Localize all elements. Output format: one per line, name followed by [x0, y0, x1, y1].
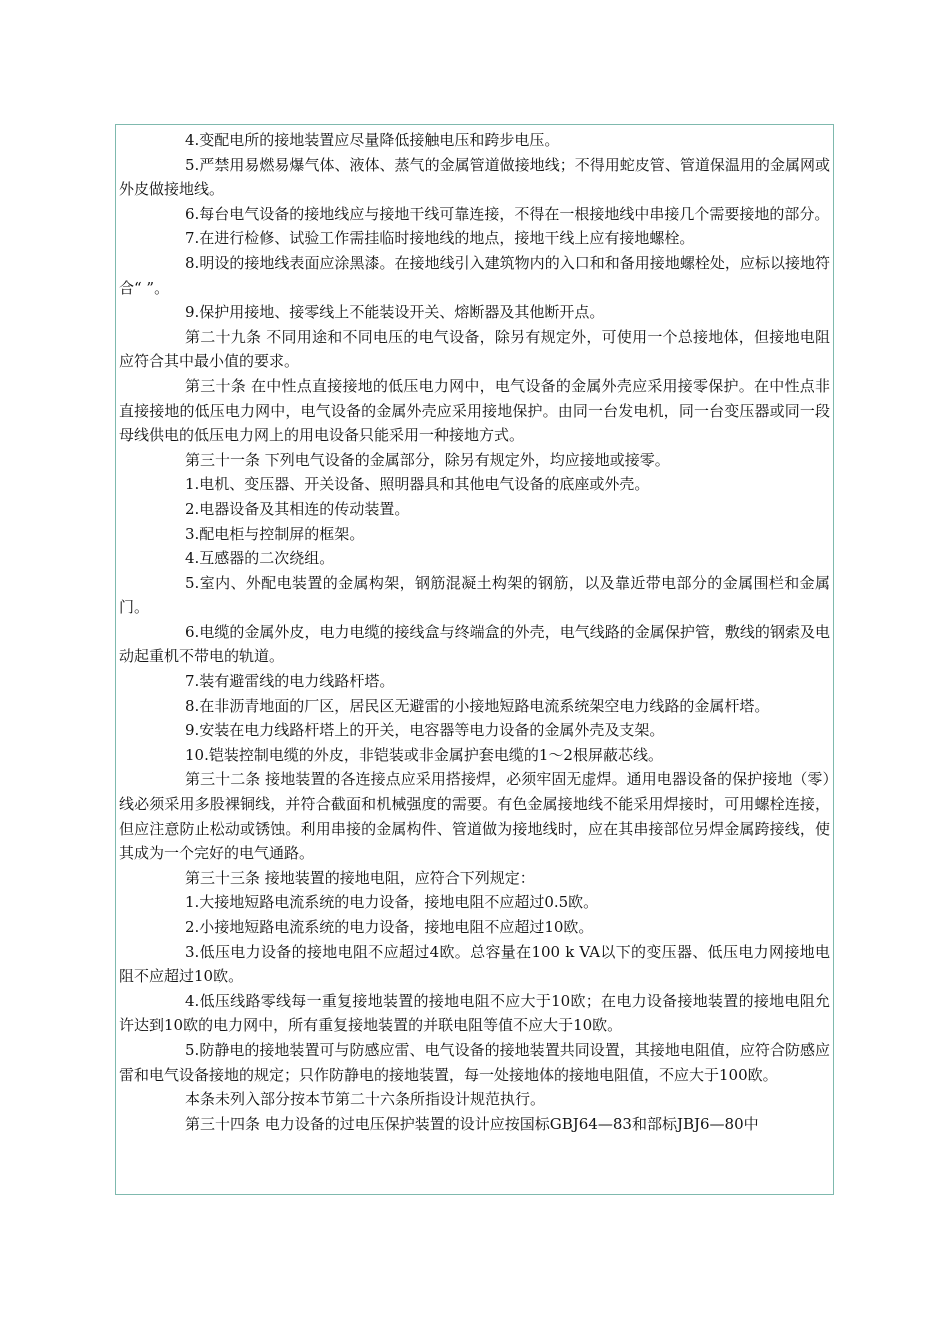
article-33-paragraph: 第三十三条 接地装置的接地电阻，应符合下列规定：	[185, 868, 535, 887]
article-29-paragraph: 第二十九条 不同用途和不同电压的电气设备，除另有规定外，可使用一个总接地体，但接地电阻应符合其中最小值的要求。	[119, 327, 830, 371]
paragraph: 7.装有避雷线的电力线路杆塔。	[185, 672, 395, 691]
paragraph: 1.大接地短路电流系统的电力设备，接地电阻不应超过0.5欧。	[185, 893, 599, 912]
paragraph: 5.严禁用易燃易爆气体、液体、蒸气的金属管道做接地线；不得用蛇皮管、管道保温用的金属网或外皮做接地线。	[119, 155, 830, 199]
article-31-paragraph: 第三十一条 下列电气设备的金属部分，除另有规定外，均应接地或接零。	[185, 450, 670, 469]
paragraph: 9.保护用接地、接零线上不能装设开关、熔断器及其他断开点。	[185, 303, 605, 322]
paragraph: 4.低压线路零线每一重复接地装置的接地电阻不应大于10欧；在电力设备接地装置的接地电阻允许达到10欧的电力网中，所有重复接地装置的并联电阻等值不应大于10欧。	[119, 991, 830, 1035]
paragraph: 9.安装在电力线路杆塔上的开关，电容器等电力设备的金属外壳及支架。	[185, 721, 665, 740]
paragraph: 6.每台电气设备的接地线应与接地干线可靠连接，不得在一根接地线中串接几个需要接地的部分。	[185, 204, 830, 223]
paragraph: 6.电缆的金属外皮，电力电缆的接线盒与终端盒的外壳，电气线路的金属保护管，敷线的钢索及电动起重机不带电的轨道。	[119, 622, 830, 666]
paragraph: 本条未列入部分按本节第二十六条所指设计规范执行。	[185, 1090, 546, 1109]
paragraph: 4.变配电所的接地装置应尽量降低接触电压和跨步电压。	[185, 131, 560, 149]
article-32-paragraph: 第三十二条 接地装置的各连接点应采用搭接焊，必须牢固无虚焊。通用电器设备的保护接地（零）线必须采用多股裸铜线，并符合截面和机械强度的需要。有色金属接地线不能采用焊接时，可用螺栓连接，但应注意防止松动或锈蚀。利用串接的金属构件、管道做为接地线时，应在其串接部位另焊金属跨接线，使其成为一个完好的电气通路。	[119, 770, 830, 863]
article-30-paragraph: 第三十条 在中性点直接接地的低压电力网中，电气设备的金属外壳应采用接零保护。在中性点非直接接地的低压电力网中，电气设备的金属外壳应采用接地保护。由同一台发电机，同一台变压器或同一段母线供电的低压电力网上的用电设备只能采用一种接地方式。	[119, 376, 830, 445]
paragraph: 3.配电柜与控制屏的框架。	[185, 524, 365, 543]
paragraph: 5.室内、外配电装置的金属构架，钢筋混凝土构架的钢筋，以及靠近带电部分的金属围栏和金属门。	[119, 573, 830, 617]
paragraph: 10.铠装控制电缆的外皮，非铠装或非金属护套电缆的1～2根屏蔽芯线。	[185, 745, 663, 764]
paragraph: 1.电机、变压器、开关设备、照明器具和其他电气设备的底座或外壳。	[185, 475, 650, 494]
paragraph: 7.在进行检修、试验工作需挂临时接地线的地点，接地干线上应有接地螺栓。	[185, 229, 695, 248]
paragraph: 2.电器设备及其相连的传动装置。	[185, 499, 410, 518]
paragraph: 8.明设的接地线表面应涂黑漆。在接地线引入建筑物内的入口和和备用接地螺栓处，应标以接地符合“ ”。	[119, 253, 830, 297]
paragraph: 8.在非沥青地面的厂区，居民区无避雷的小接地短路电流系统架空电力线路的金属杆塔。	[185, 696, 770, 715]
article-34-paragraph: 第三十四条 电力设备的过电压保护装置的设计应按国标GBJ64—83和部标JBJ6—80中	[185, 1114, 759, 1133]
paragraph: 5.防静电的接地装置可与防感应雷、电气设备的接地装置共同设置，其接地电阻值，应符合防感应雷和电气设备接地的规定；只作防静电的接地装置，每一处接地体的接地电阻值，不应大于100欧。	[119, 1040, 830, 1084]
paragraph: 4.互感器的二次绕组。	[185, 549, 335, 568]
document-frame	[115, 124, 834, 1195]
document-body	[119, 128, 830, 1136]
paragraph: 3.低压电力设备的接地电阻不应超过4欧。总容量在100 k VA以下的变压器、低压电力网接地电阻不应超过10欧。	[119, 942, 830, 986]
paragraph: 2.小接地短路电流系统的电力设备，接地电阻不应超过10欧。	[185, 918, 594, 936]
